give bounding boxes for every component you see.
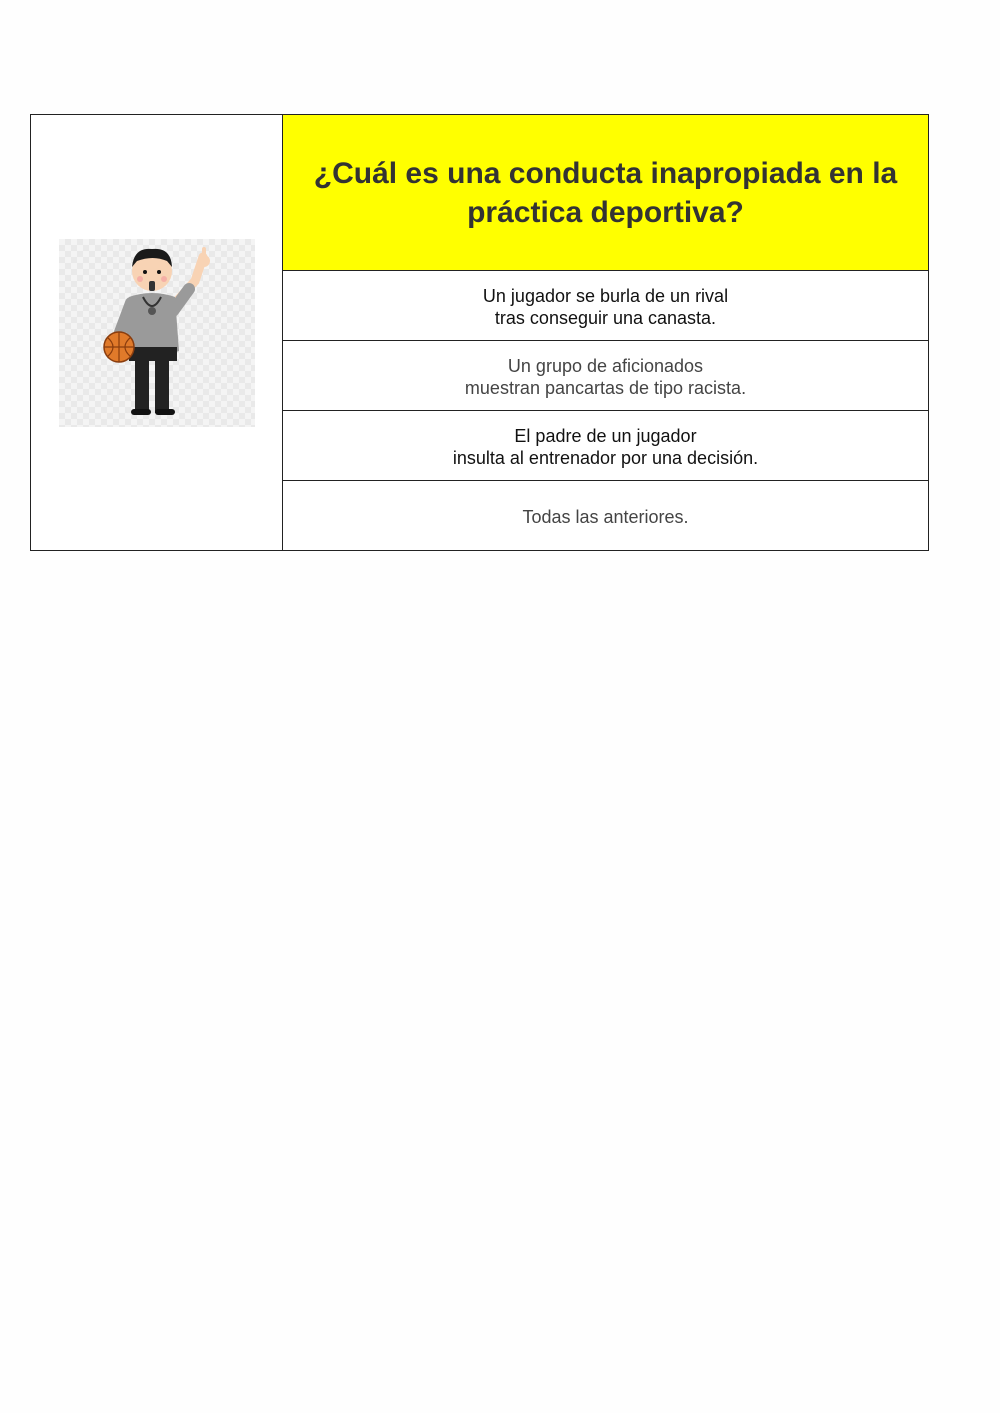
answer-option-3[interactable]: El padre de un jugador insulta al entrenador por una decisión.	[283, 411, 928, 481]
referee-with-basketball-icon	[59, 239, 255, 427]
question-panel	[283, 115, 928, 550]
quiz-card	[30, 114, 929, 551]
question-header	[283, 115, 928, 271]
answer-option-1[interactable]: Un jugador se burla de un rival tras conseguir una canasta.	[283, 271, 928, 341]
question-text: ¿Cuál es una conducta inapropiada en la práctica deportiva?	[313, 156, 898, 229]
answer-option-2[interactable]: Un grupo de aficionados muestran pancartas de tipo racista.	[283, 341, 928, 411]
answer-option-4[interactable]: Todas las anteriores.	[522, 506, 689, 527]
image-cell	[31, 115, 283, 550]
